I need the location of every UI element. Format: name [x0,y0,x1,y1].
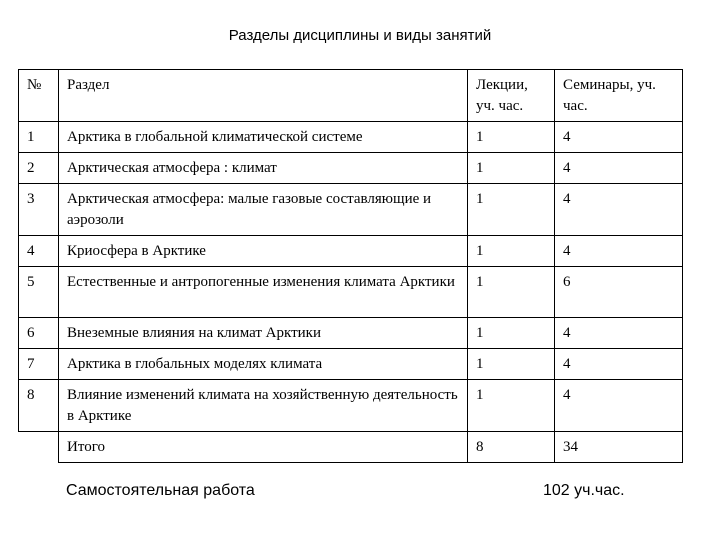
row-section: Влияние изменений климата на хозяйственную деятельность в Арктике [59,380,468,432]
header-num: № [19,70,59,122]
total-lectures: 8 [468,432,555,463]
table-header-row [19,70,683,122]
row-lectures: 1 [468,318,555,349]
total-seminars: 34 [555,432,683,463]
table-row [19,236,683,267]
row-section: Арктическая атмосфера : климат [59,153,468,184]
table-total-row [19,432,683,463]
row-section: Арктическая атмосфера: малые газовые составляющие и аэрозоли [59,184,468,236]
row-lectures: 1 [468,184,555,236]
row-num: 8 [19,380,59,432]
table-row [19,122,683,153]
row-num: 6 [19,318,59,349]
row-lectures: 1 [468,236,555,267]
row-seminars: 4 [555,236,683,267]
row-seminars: 4 [555,122,683,153]
table-row [19,380,683,432]
header-lectures: Лекции, уч. час. [468,70,555,122]
row-num: 1 [19,122,59,153]
self-work-value: 102 уч.час. [543,482,625,499]
row-num: 3 [19,184,59,236]
row-seminars: 4 [555,153,683,184]
row-lectures: 1 [468,349,555,380]
header-section: Раздел [59,70,468,122]
disciplines-table [18,69,683,463]
row-num: 2 [19,153,59,184]
row-section: Внеземные влияния на климат Арктики [59,318,468,349]
page-title: Разделы дисциплины и виды занятий [228,27,492,44]
row-seminars: 4 [555,380,683,432]
self-work-label: Самостоятельная работа [66,482,255,499]
row-lectures: 1 [468,380,555,432]
row-section: Арктика в глобальных моделях климата [59,349,468,380]
table-row [19,184,683,236]
total-blank-cell [19,432,59,463]
row-lectures: 1 [468,267,555,318]
row-seminars: 6 [555,267,683,318]
row-num: 4 [19,236,59,267]
row-section: Криосфера в Арктике [59,236,468,267]
row-seminars: 4 [555,184,683,236]
table-row [19,267,683,318]
row-section: Арктика в глобальной климатической системе [59,122,468,153]
row-lectures: 1 [468,122,555,153]
row-section: Естественные и антропогенные изменения климата Арктики [59,267,468,318]
row-num: 7 [19,349,59,380]
row-seminars: 4 [555,318,683,349]
row-seminars: 4 [555,349,683,380]
row-lectures: 1 [468,153,555,184]
row-num: 5 [19,267,59,318]
header-seminars: Семинары, уч. час. [555,70,683,122]
total-label: Итого [59,432,468,463]
table-row [19,318,683,349]
table-row [19,153,683,184]
table-row [19,349,683,380]
